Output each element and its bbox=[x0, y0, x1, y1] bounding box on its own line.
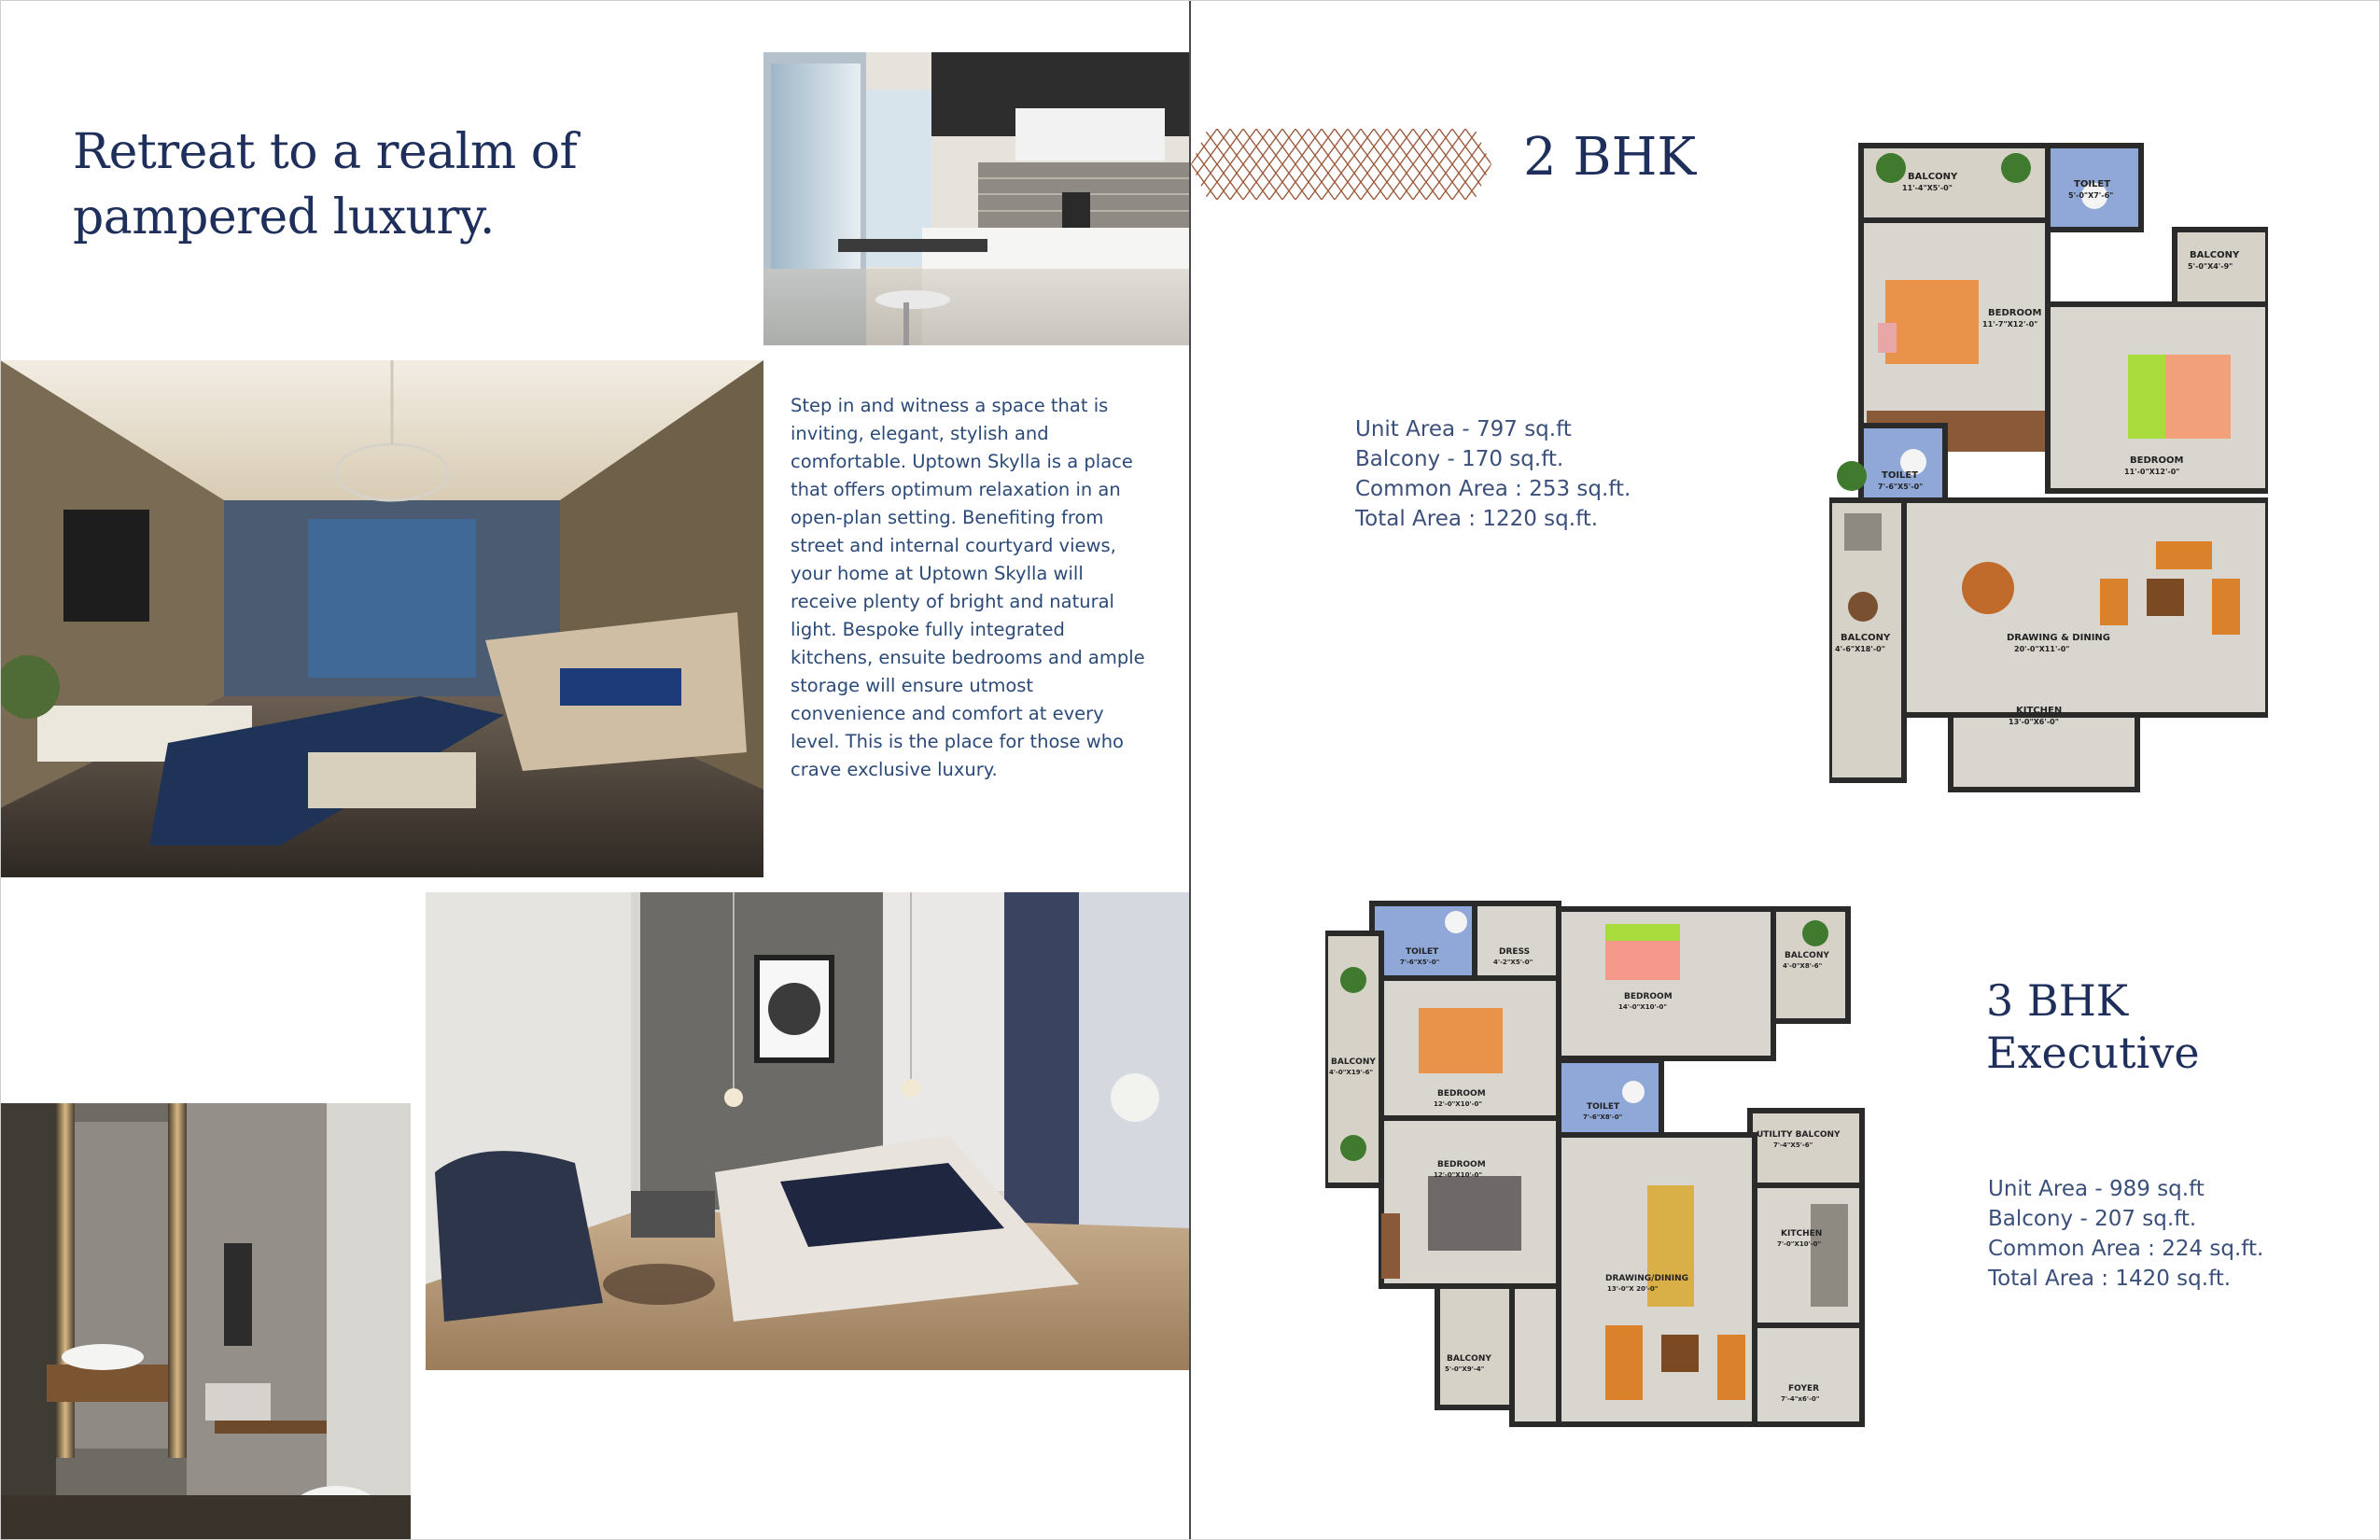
area-item: Total Area : 1420 sq.ft. bbox=[1988, 1267, 2232, 1291]
room-dim: 5'-0"X4'-9" bbox=[2188, 262, 2233, 271]
room-dim: 11'-7"X12'-0" bbox=[1982, 320, 2038, 329]
room-dim: 7'-6"X5'-0" bbox=[1878, 483, 1924, 491]
plan-2bhk-title: 2 BHK bbox=[1523, 127, 1697, 188]
room-label: DRESS bbox=[1499, 947, 1531, 957]
kitchen-photo bbox=[763, 52, 1189, 345]
living-room-photo bbox=[0, 360, 763, 877]
room-label: DRAWING & DINING bbox=[2007, 633, 2110, 643]
room-label: FOYER bbox=[1788, 1384, 1820, 1393]
room-label: KITCHEN bbox=[1781, 1229, 1823, 1239]
bedroom-photo bbox=[426, 892, 1189, 1370]
room-label: BALCONY bbox=[1447, 1354, 1491, 1364]
area-item: Unit Area - 989 sq.ft bbox=[1988, 1177, 2205, 1201]
room-label: BEDROOM bbox=[1624, 992, 1673, 1001]
room-dim: 12'-0"X10'-0" bbox=[1434, 1171, 1483, 1179]
room-label: TOILET bbox=[1587, 1102, 1620, 1112]
headline-line-1: Retreat to a realm of bbox=[73, 124, 578, 180]
room-dim: 5'-0"X7'-6" bbox=[2068, 191, 2114, 200]
plan-3bhk-title bbox=[1986, 974, 2200, 1079]
room-dim: 14'-0"X10'-0" bbox=[1618, 1003, 1668, 1011]
room-dim: 11'-0"X12'-0" bbox=[2124, 468, 2180, 476]
room-label: TOILET bbox=[2074, 179, 2111, 189]
plan-2bhk-areas bbox=[1355, 414, 1631, 534]
plan-3bhk-title-line-2: Executive bbox=[1986, 1028, 2200, 1078]
room-label: BEDROOM bbox=[2130, 455, 2184, 466]
left-page bbox=[0, 0, 1189, 1540]
room-label: TOILET bbox=[1882, 470, 1919, 481]
plan-3bhk-areas bbox=[1988, 1174, 2263, 1294]
room-label: BALCONY bbox=[1331, 1057, 1376, 1067]
room-label: TOILET bbox=[1406, 947, 1439, 957]
room-label: BALCONY bbox=[1785, 951, 1829, 960]
room-label: BEDROOM bbox=[1437, 1160, 1486, 1169]
room-dim: 4'-2"X5'-0" bbox=[1493, 959, 1533, 966]
room-label: KITCHEN bbox=[2016, 706, 2063, 716]
room-dim: 7'-6"X5'-0" bbox=[1400, 959, 1440, 966]
room-label: BEDROOM bbox=[1988, 308, 2042, 318]
room-dim: 11'-4"X5'-0" bbox=[1902, 184, 1953, 192]
room-dim: 13'-0"X 20'-0" bbox=[1607, 1285, 1659, 1293]
room-dim: 4'-6"X18'-0" bbox=[1835, 645, 1885, 653]
room-dim: 4'-0"X19'-6" bbox=[1329, 1069, 1374, 1076]
room-label: DRAWING/DINING bbox=[1605, 1274, 1689, 1283]
room-dim: 7'-0"X10'-0" bbox=[1777, 1240, 1822, 1248]
room-dim: 20'-0"X11'-0" bbox=[2014, 645, 2070, 653]
room-label: BALCONY bbox=[2190, 250, 2240, 260]
room-dim: 13'-0"X6'-0" bbox=[2009, 718, 2059, 726]
area-item: Unit Area - 797 sq.ft bbox=[1355, 417, 1572, 441]
room-dim: 12'-0"X10'-0" bbox=[1434, 1100, 1483, 1108]
diamond-pattern bbox=[1191, 129, 1491, 200]
room-dim: 7'-4"x6'-0" bbox=[1781, 1395, 1820, 1403]
room-label: BEDROOM bbox=[1437, 1089, 1486, 1099]
headline-line-2: pampered luxury. bbox=[73, 189, 495, 245]
bathroom-photo bbox=[0, 1103, 411, 1540]
page-headline bbox=[73, 119, 670, 250]
room-dim: 7'-6"X8'-0" bbox=[1583, 1113, 1623, 1121]
area-item: Common Area : 253 sq.ft. bbox=[1355, 477, 1631, 501]
room-label: UTILITY BALCONY bbox=[1757, 1130, 1841, 1140]
floor-plan-2bhk bbox=[1829, 140, 2268, 797]
room-dim: 4'-0"X8'-6" bbox=[1783, 962, 1823, 970]
room-label: BALCONY bbox=[1908, 172, 1958, 182]
intro-paragraph: Step in and witness a space that is inviting, elegant, stylish and comfortable. Uptown Skylla is a place that offers optimum relaxation in an open-plan setting. Benefiting from street and internal courtyard views, your home at Uptown Skylla will receive plenty of bright and natural light. Bespoke fully integrated kitchens, ensuite bedrooms and ample storage will ensure utmost convenience and comfort at every level. This is the place for those who crave exclusive luxury. bbox=[791, 395, 1145, 780]
room-dim: 7'-4"X5'-6" bbox=[1773, 1141, 1813, 1149]
area-item: Balcony - 207 sq.ft. bbox=[1988, 1207, 2197, 1231]
room-dim: 5'-0"X9'-4" bbox=[1445, 1365, 1485, 1373]
area-item: Total Area : 1220 sq.ft. bbox=[1355, 507, 1599, 531]
room-label: BALCONY bbox=[1841, 633, 1891, 643]
floor-plan-3bhk bbox=[1325, 896, 1885, 1449]
plan-3bhk-title-line-1: 3 BHK bbox=[1986, 975, 2129, 1026]
area-item: Balcony - 170 sq.ft. bbox=[1355, 447, 1564, 471]
area-item: Common Area : 224 sq.ft. bbox=[1988, 1237, 2264, 1261]
